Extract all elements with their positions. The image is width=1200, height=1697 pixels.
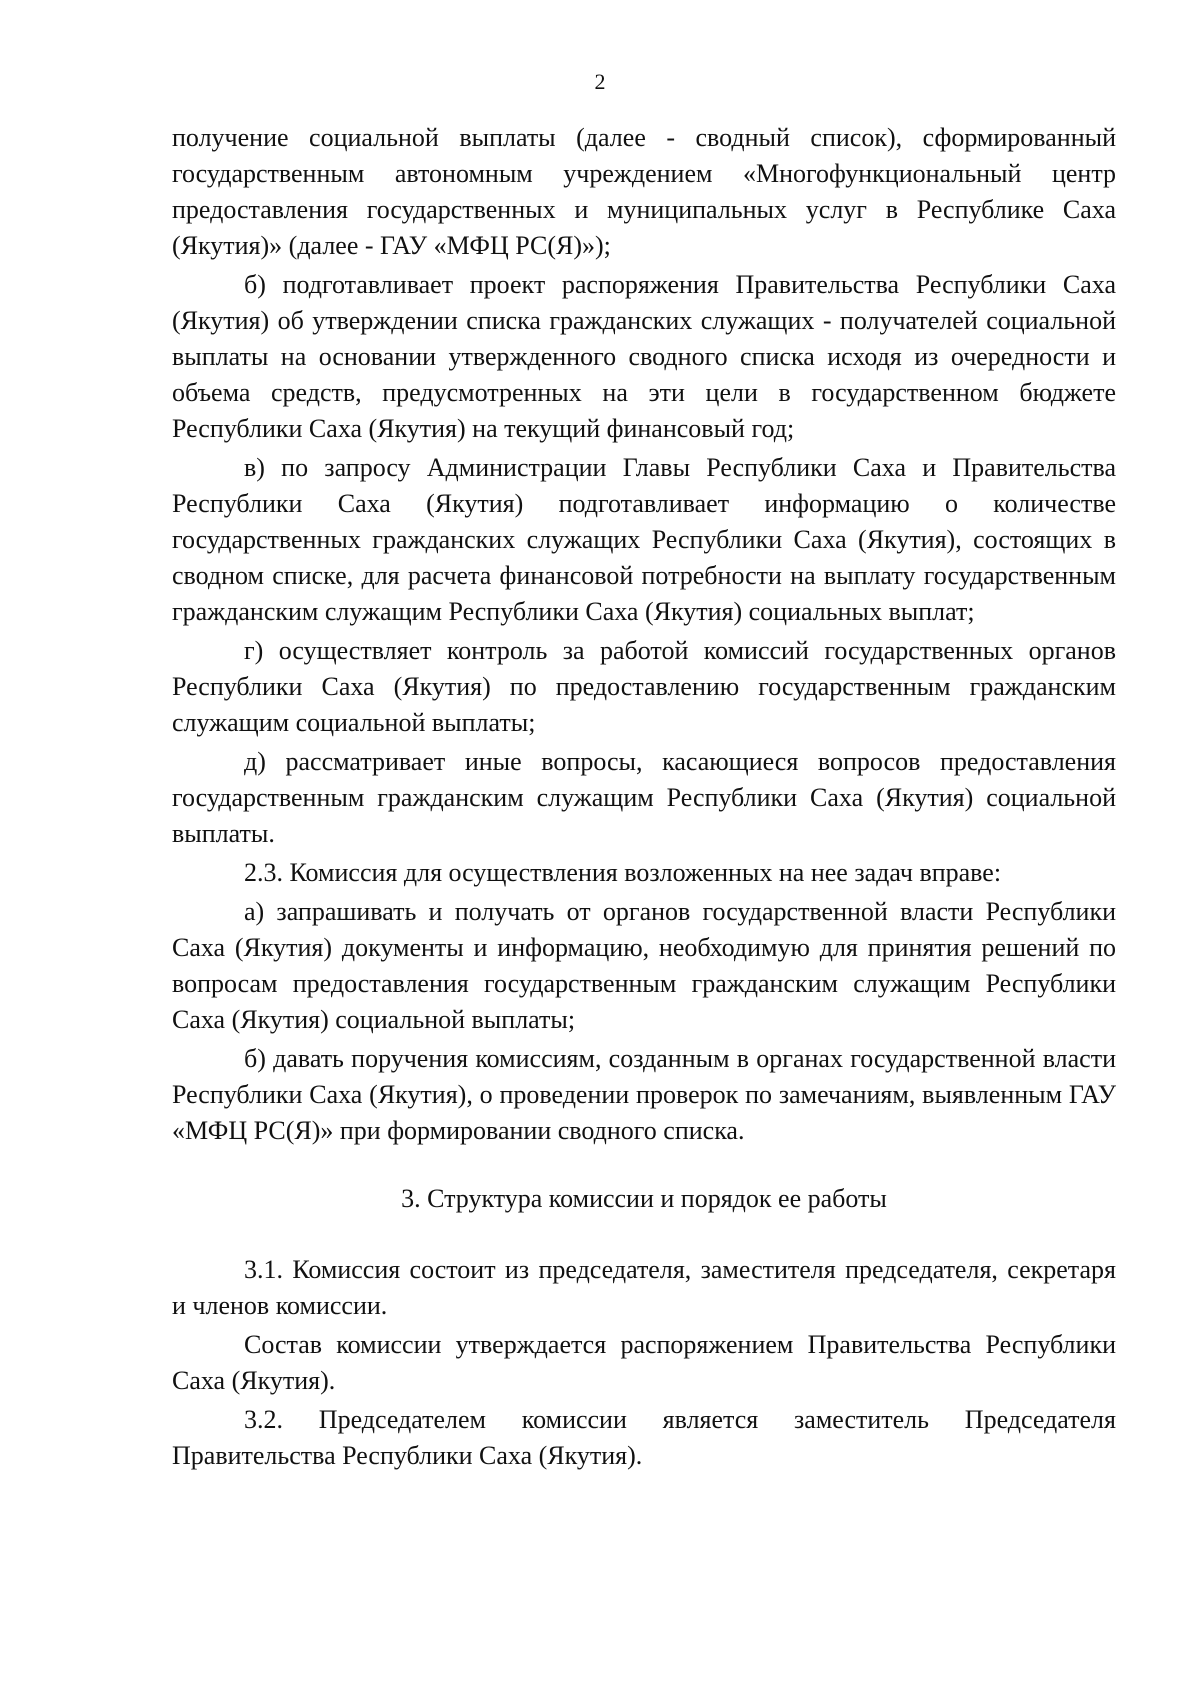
paragraph-item-g: г) осуществляет контроль за работой комиссий государственных органов Республики Саха (Якутия) по предоставлению государственным гражданским служащим социальной выплаты; (172, 636, 1116, 737)
document-body (172, 120, 1116, 1477)
paragraph-item-a-2: а) запрашивать и получать от органов государственной власти Республики Саха (Якутия) документы и информацию, необходимую для принятия решений по вопросам предоставления государственным гражданским служащим Республики Саха (Якутия) социальной выплаты; (172, 897, 1116, 1034)
paragraph-intro-continued: получение социальной выплаты (далее - сводный список), сформированный государственным автономным учреждением «Многофункциональный центр предоставления государственных и муниципальных услуг в Республике Саха (Якутия)» (далее - ГАУ «МФЦ РС(Я)»); (172, 123, 1116, 260)
page-number: 2 (594, 69, 606, 94)
paragraph-item-b-2: б) давать поручения комиссиям, созданным в органах государственной власти Республики Саха (Якутия), о проведении проверок по замечаниям, выявленным ГАУ «МФЦ РС(Я)» при формировании сводного списка. (172, 1044, 1116, 1145)
section-heading: 3. Структура комиссии и порядок ее работы (401, 1184, 887, 1213)
paragraph-item-d: д) рассматривает иные вопросы, касающиеся вопросов предоставления государственным гражданским служащим Республики Саха (Якутия) социальной выплаты. (172, 747, 1116, 848)
paragraph-clause-3-1: 3.1. Комиссия состоит из председателя, заместителя председателя, секретаря и членов комиссии. (172, 1255, 1116, 1320)
paragraph-clause-2-3: 2.3. Комиссия для осуществления возложенных на нее задач вправе: (244, 858, 1002, 887)
paragraph-item-b-1: б) подготавливает проект распоряжения Правительства Республики Саха (Якутия) об утверждении списка гражданских служащих - получателей социальной выплаты на основании утвержденного сводного списка исходя из очередности и объема средств, предусмотренных на эти цели в государственном бюджете Республики Саха (Якутия) на текущий финансовый год; (172, 270, 1116, 443)
paragraph-composition: Состав комиссии утверждается распоряжением Правительства Республики Саха (Якутия). (172, 1330, 1116, 1395)
paragraph-clause-3-2: 3.2. Председателем комиссии является заместитель Председателя Правительства Республики Саха (Якутия). (172, 1405, 1116, 1470)
paragraph-item-v: в) по запросу Администрации Главы Республики Саха и Правительства Республики Саха (Якутия) подготавливает информацию о количестве государственных гражданских служащих Республики Саха (Якутия), состоящих в сводном списке, для расчета финансовой потребности на выплату государственным гражданским служащим Республики Саха (Якутия) социальных выплат; (172, 453, 1116, 626)
